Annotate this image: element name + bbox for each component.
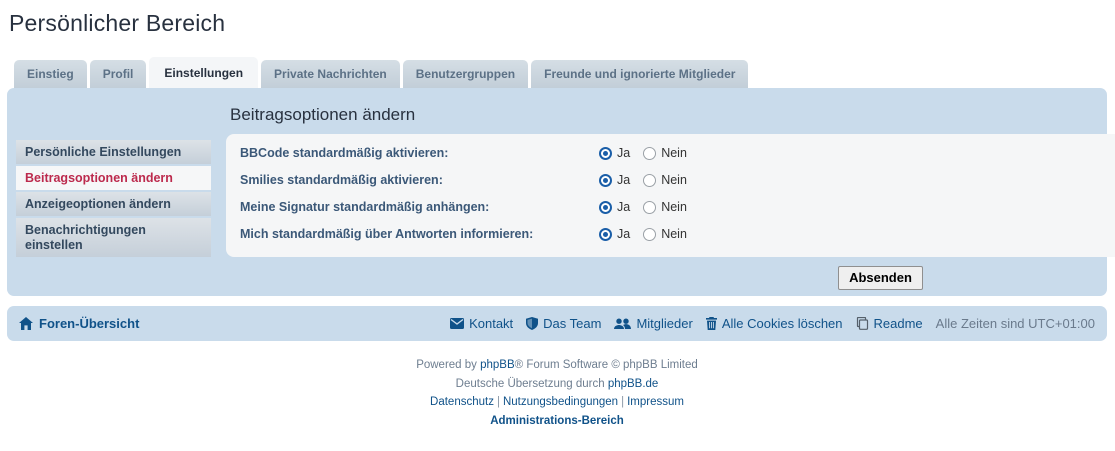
radio-nein[interactable] — [643, 147, 656, 160]
datenschutz-link[interactable]: Datenschutz — [430, 396, 494, 408]
submit-button[interactable]: Absenden — [838, 266, 923, 290]
radio-ja[interactable] — [599, 174, 612, 187]
radio-group-smilies — [599, 172, 687, 187]
form-row-label — [240, 226, 599, 242]
legal-links-line — [7, 393, 1107, 412]
phpbb-de-link[interactable]: phpBB.de — [607, 377, 659, 390]
envelope-icon — [450, 318, 464, 329]
radio-ja-label[interactable]: Ja — [617, 146, 631, 160]
tab-benutzergruppen[interactable]: Benutzergruppen — [403, 60, 528, 88]
team-label: Das Team — [543, 316, 602, 331]
radio-ja-label[interactable]: Ja — [617, 173, 631, 187]
tab-profil[interactable]: Profil — [90, 60, 147, 88]
forum-index-label: Foren-Übersicht — [39, 316, 140, 331]
radio-nein[interactable] — [643, 174, 656, 187]
sidebar — [16, 140, 211, 280]
sidebar-item-persoenliche-einstellungen[interactable]: Persönliche Einstellungen — [16, 140, 211, 164]
options-form-panel — [226, 134, 1115, 257]
footer-bar — [7, 306, 1107, 341]
translation-prefix: Deutsche Übersetzung durch — [455, 377, 608, 390]
radio-ja-label[interactable]: Ja — [617, 200, 631, 214]
radio-group-bbcode — [599, 145, 687, 160]
footer-links — [450, 316, 1095, 331]
impressum-link[interactable]: Impressum — [627, 396, 684, 408]
administration-area-link[interactable]: Administrations-Bereich — [490, 414, 624, 427]
form-row-smilies — [240, 172, 1115, 188]
timezone-text: Alle Zeiten sind UTC+01:00 — [935, 316, 1095, 331]
radio-nein[interactable] — [643, 201, 656, 214]
users-icon — [614, 318, 631, 330]
radio-ja[interactable] — [599, 228, 612, 241]
radio-group-signatur — [599, 199, 687, 214]
powered-by-line — [7, 356, 1107, 375]
members-label: Mitglieder — [636, 316, 693, 331]
form-row-antworten — [240, 226, 1115, 242]
form-row-label — [240, 199, 599, 215]
radio-ja-label[interactable]: Ja — [617, 227, 631, 241]
separator: | — [621, 396, 625, 408]
radio-ja[interactable] — [599, 201, 612, 214]
tab-private-nachrichten[interactable]: Private Nachrichten — [261, 60, 400, 88]
ucp-content-container — [7, 88, 1107, 296]
delete-cookies-link[interactable] — [706, 316, 843, 331]
form-row-label-text: BBCode standardmäßig aktivieren: — [240, 146, 449, 160]
powered-by-prefix: Powered by — [416, 359, 481, 371]
form-row-signatur — [240, 199, 1115, 215]
shield-icon — [526, 317, 538, 330]
submit-row — [444, 266, 1115, 290]
form-row-label-text: Mich standardmäßig über Antworten informieren: — [240, 227, 534, 241]
form-row-bbcode — [240, 145, 1115, 161]
tab-bar — [14, 57, 1107, 88]
form-row-label-text: Smilies standardmäßig aktivieren: — [240, 173, 443, 187]
delete-cookies-label: Alle Cookies löschen — [721, 316, 843, 331]
admin-line — [7, 412, 1107, 431]
radio-nein-label[interactable]: Nein — [661, 200, 687, 214]
radio-ja[interactable] — [599, 147, 612, 160]
readme-label: Readme — [873, 316, 923, 331]
team-link[interactable] — [526, 316, 601, 331]
sidebar-item-anzeigeoptionen-aendern[interactable]: Anzeigeoptionen ändern — [16, 192, 211, 216]
page-title: Persönlicher Bereich — [9, 10, 226, 36]
tab-einstellungen[interactable]: Einstellungen — [149, 57, 258, 88]
home-icon — [19, 317, 33, 330]
radio-nein-label[interactable]: Nein — [661, 227, 687, 241]
readme-link[interactable] — [856, 316, 923, 331]
radio-nein-label[interactable]: Nein — [661, 173, 687, 187]
members-link[interactable] — [614, 316, 692, 331]
trash-icon — [706, 317, 717, 330]
tab-einstieg[interactable]: Einstieg — [14, 60, 87, 88]
sidebar-item-benachrichtigungen-einstellen[interactable]: Benachrichtigungen einstellen — [16, 218, 211, 257]
form-row-label — [240, 145, 599, 161]
form-row-label-text: Meine Signatur standardmäßig anhängen: — [240, 200, 490, 214]
radio-group-antworten — [599, 226, 687, 241]
content-area — [226, 88, 1115, 290]
nutzungsbedingungen-link[interactable]: Nutzungsbedingungen — [502, 396, 619, 408]
translation-line — [7, 375, 1107, 394]
phpbb-link[interactable]: phpBB — [480, 359, 515, 371]
form-row-label — [240, 172, 599, 188]
radio-nein-label[interactable]: Nein — [661, 146, 687, 160]
tab-freunde-und-ignorierte-mitglieder[interactable]: Freunde und ignorierte Mitglieder — [531, 60, 748, 88]
forum-index-link[interactable] — [19, 316, 139, 331]
readme-icon — [856, 317, 869, 330]
sidebar-item-beitragsoptionen-aendern[interactable]: Beitragsoptionen ändern — [16, 166, 211, 190]
powered-by-suffix: ® Forum Software © phpBB Limited — [514, 359, 698, 371]
radio-nein[interactable] — [643, 228, 656, 241]
contact-label: Kontakt — [469, 316, 514, 331]
contact-link[interactable] — [450, 316, 513, 331]
separator: | — [496, 396, 500, 408]
content-heading: Beitragsoptionen ändern — [230, 105, 416, 124]
site-credits — [7, 356, 1107, 430]
